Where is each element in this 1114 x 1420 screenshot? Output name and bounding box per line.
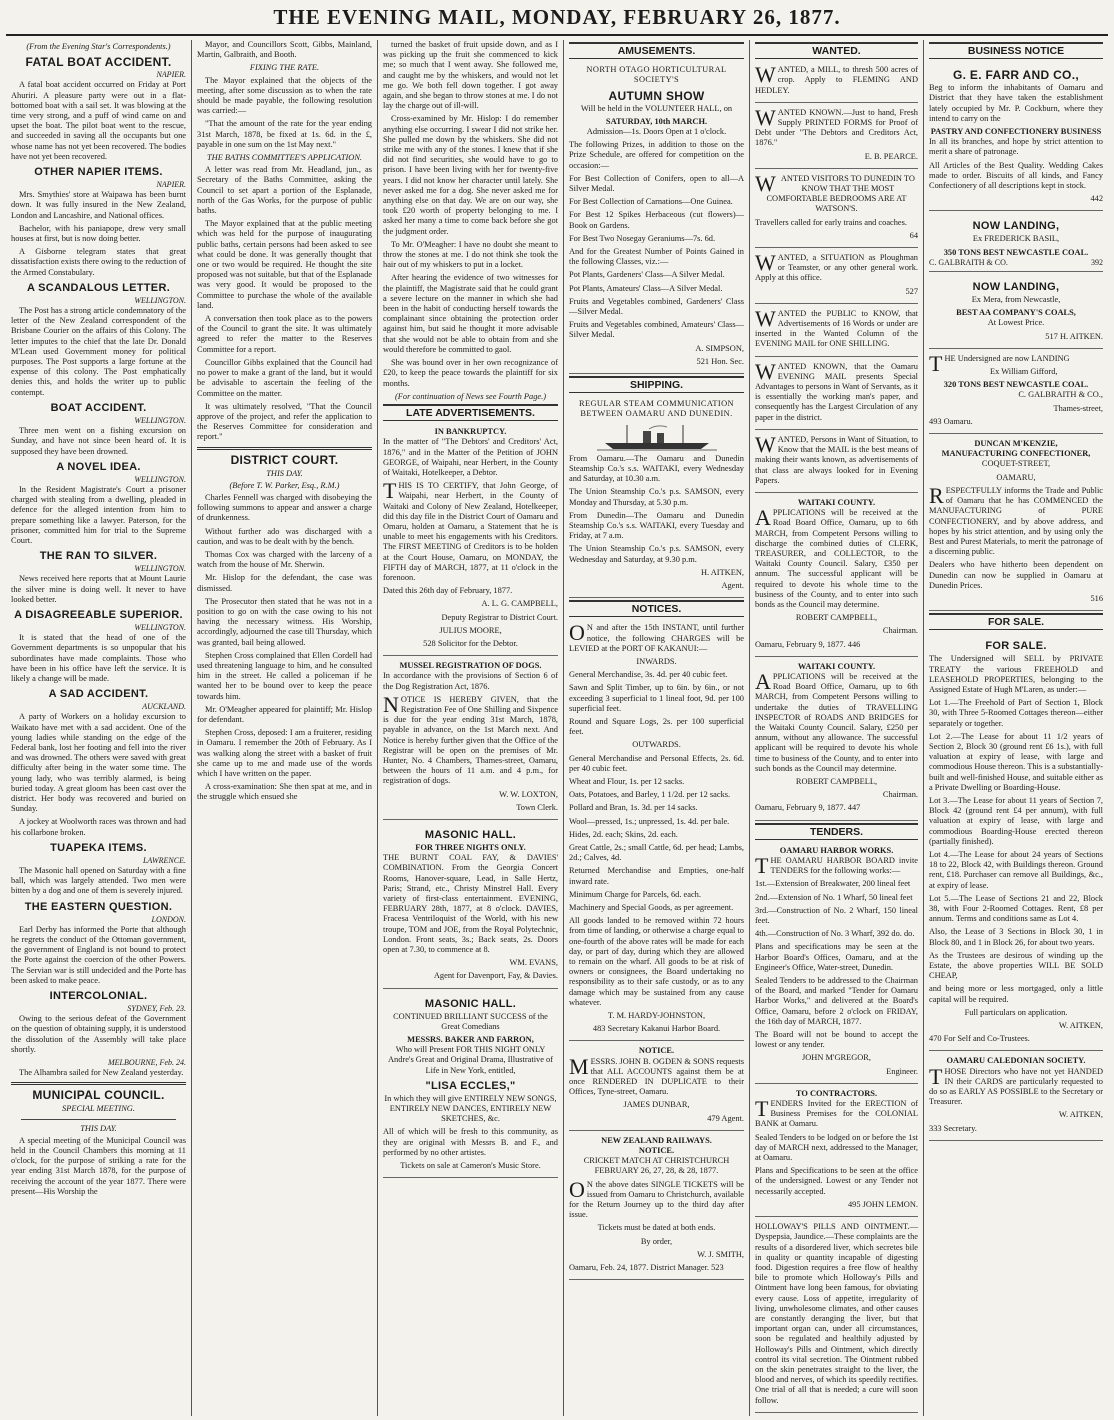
mckenzie-body: RESPECTFULLY informs the Trade and Public of Oamaru that he has COMMENCED the MANUFACTURING of PURE CONFECTIONERY, and by above address, and hopes by his strict attention, and by using only the Best and Purest Materials, to merit the patronage of a discerning public. (929, 482, 1103, 557)
kakanui-body-3: Sawn and Split Timber, up to 6in. by 6in., or not exceeding 3 superficial to 1 lineal foot, 9d. per 100 superficial feet. (569, 683, 744, 713)
for-sale-head: FOR SALE. (985, 640, 1047, 653)
bankruptcy-body-2: THIS IS TO CERTIFY, that John George, of Waipahi, near Herbert, in the County of Waitaki and Colony of New Zealand, Hotelkeeper, did this day file in the District Court of Oamaru and Omaru, holden at Oamaru, a Statement that he is unable to meet his engagements with his Creditors. The FIRST MEETING of Creditors is to be holden at the Court House, Oamaru, on MONDAY, the FIFTH day of MARCH, 1877, at 11 o'clock in the forenoon. (383, 478, 558, 582)
masonic-hall-sub-2: CONTINUED BRILLIANT SUCCESS of the Great Comedians (393, 1011, 548, 1031)
business-notice-heading: BUSINESS NOTICE (929, 42, 1103, 59)
waitaki-date-2: Oamaru, February 9, 1877. 447 (755, 803, 861, 813)
landing-street-3: Thames-street, (1053, 403, 1103, 413)
landing-ad-3 (929, 351, 1103, 434)
masonic-hall-heading-1: MASONIC HALL. (424, 829, 517, 842)
wanted-text-7: WANTED, Persons in Want of Situation, to Know that the MAIL is the best means of making their wants known, as advertisements of that class are always looked for in Evening Papers. (755, 431, 918, 485)
waitaki-clerk-ad (755, 495, 918, 657)
railways-notice-label: NOTICE. (638, 1146, 675, 1156)
shipping-body-4: The Union Steamship Co.'s p.s. SAMSON, every Wednesday and Saturday, at 9.30 p.m. (569, 544, 744, 564)
kakanui-body-13: Minimum Charge for Parcels, 6d. each. (569, 889, 701, 899)
lot-4: Lot 4.—The Lease for about 24 years of Sections 18 to 22, Block 42, with Buildings thereon. Ground rent, £18. Purchaser can remove all Buildings, &c., at expiry of lease. (929, 849, 1103, 890)
horticultural-date: SATURDAY, 10th MARCH. (605, 116, 708, 126)
boat-accident-body: Three men went on a fishing excursion on Sunday, and have not since been heard of. It is supposed they have been drowned. (11, 426, 186, 456)
district-court-judge: (Before T. W. Parker, Esq., R.M.) (229, 480, 340, 490)
kakanui-body-7: Oats, Potatoes, and Barley, 1 1/2d. per 12 sacks. (569, 790, 731, 800)
wanted-ad-7 (755, 432, 918, 493)
horticultural-body-4: For Best 12 Spikes Herbaceous (cut flowers)—Book on Gardens. (569, 210, 744, 230)
wanted-signature-2: E. B. PEARCE. (864, 151, 918, 161)
shipping-ad (569, 396, 744, 598)
shipping-heading: SHIPPING. (569, 376, 744, 393)
landing-heading-1: NOW LANDING, (972, 220, 1060, 233)
eastern-body: Earl Derby has informed the Porte that although he regrets the conduct of the Ottoman government, the government of England is not bound to protect the Porte against the coercion of the other Powers. The Servian war is still undecided and the Porte has been asked to make peace. (11, 924, 186, 985)
dog-registration-ad (383, 658, 558, 820)
caledonian-signature: W. AITKEN, (1058, 1110, 1103, 1120)
waitaki-date-1: Oamaru, February 9, 1877. 446 (755, 639, 861, 649)
wanted-ad-4 (755, 250, 918, 304)
intercolonial-heading: INTERCOLONIAL. (49, 990, 148, 1003)
lot-5: Lot 5.—The Lease of Sections 21 and 22, Block 38, with Four 2-Roomed Cottages. Rent, £8 per annum. Terms and conditions same as Lot 4. (929, 893, 1103, 924)
wanted-ad-6 (755, 359, 918, 430)
wanted-ad-1 (755, 62, 918, 103)
for-sale-body-2: As the Trustees are desirous of winding up the Estate, the above properties WILL BE SOLD CHEAP, (929, 950, 1103, 981)
court-continued-5: She was bound over in her own recognizance of £20, to keep the peace towards the plaintiff for six months. (383, 358, 558, 388)
railways-body-2: Tickets must be dated at both ends. (597, 1223, 716, 1233)
court-body-8: Stephen Cross, deposed: I am a fruiterer, residing in Oamaru. I remember the 20th of February. As I was walking along the street with a basket of fruit she came up to me and made use of the words which I have written on the paper. (197, 728, 372, 778)
masonic-hall-ad-2 (383, 991, 558, 1179)
horticultural-body-3: For Best Collection of Carnations—One Guinea. (569, 197, 733, 207)
wanted-text-5: WANTED the PUBLIC to KNOW, that Advertisements of 16 Words or under are inserted in the Wanted Column of the EVENING MAIL for ONE SHILLING. (755, 305, 918, 349)
horticultural-signature: A. SIMPSON, (695, 343, 744, 353)
mckenzie-town: OAMARU, (996, 472, 1036, 482)
kakanui-body-15: All goods landed to be removed within 72 hours from time of landing, or otherwise a charge equal to one-fourth of the above rates will be made for each day, or part of day, during which they are allowed to remain on the wharf. All goods to be at risk of owners or consignees, the Board undertaking no responsibility as to their safe custody, or as to any damage which may be sustained from any cause whatever. (569, 916, 744, 1007)
silver-heading: THE RAN TO SILVER. (39, 550, 158, 563)
kakanui-body-4: Round and Square Logs, 2s. per 100 superficial feet. (569, 716, 744, 737)
silver-place: WELLINGTON. (134, 564, 186, 574)
harbor-item-3: 3rd.—Construction of No. 2 Wharf, 150 lineal feet. (755, 905, 918, 926)
baths-body-2: The Mayor explained that at the public meeting which was held for the purpose of inaugurating public baths, certain persons had been asked to see what could be done. It was generally thought that one or two would be required. He thought the site proposed was not suitable, but that of the Esplanade was very good. It would be proposed to the Committee to purchase the whole of the available land. (197, 219, 372, 310)
boat-accident-place: WELLINGTON. (134, 415, 186, 425)
railways-body: ON the above dates SINGLE TICKETS will be issued from Oamaru to Christchurch, available for the Return Journey up to the third day after issue. (569, 1176, 744, 1220)
harbor-signature: JOHN M'GREGOR, (802, 1053, 871, 1063)
horticultural-where: Will be held in the VOLUNTEER HALL, on (580, 103, 733, 113)
landing-signature-row-1 (929, 258, 1103, 268)
harbor-signature-2: Engineer. (886, 1066, 918, 1076)
waitaki-signature-2: ROBERT CAMPBELL, (795, 776, 878, 786)
landing-heading-2: NOW LANDING, (972, 281, 1060, 294)
novel-idea-body: In the Resident Magistrate's Court a prisoner charged with stealing from a dwelling, pleaded in defence for the alleged intention from him to prepare something like a lawyer. Paterson, for the prisoner, committed him for trial to the Supreme Court. (11, 484, 186, 545)
contractors-body-2: Sealed Tenders to be lodged on or before the 1st day of MARCH next, addressed to the Manager, at Oamaru. (755, 1132, 918, 1163)
inwards-label: INWARDS. (636, 656, 677, 666)
amusements-heading: AMUSEMENTS. (569, 42, 744, 59)
bankruptcy-ref-2: 528 Solicitor for the Debtor. (423, 638, 518, 648)
kakanui-signature: T. M. HARDY-JOHNSTON, (607, 1011, 706, 1021)
kakanui-body-8: Pollard and Bran, 1s. 3d. per 14 sacks. (569, 803, 698, 813)
dog-notice-body: NOTICE IS HEREBY GIVEN, that the Registration Fee of One Shilling and Sixpence is due for the year ending 31st March, 1878, payable in advance, on the 1st March next. And Notice is hereby further given that the Office of the Registrar will be open on the premises of Mr. Hunter, No. 4 Chambers, Thames-street, Oamaru, between the hours of 11 a.m. and 4 p.m., for registration of dogs. (383, 691, 558, 786)
landing-ship-3: Ex William Gifford, (989, 367, 1058, 377)
ogden-signature: JAMES DUNBAR, (623, 1100, 690, 1110)
column-6 (924, 40, 1108, 1416)
horticultural-body-5: For Best Two Nosegay Geraniums—7s. 6d. (569, 233, 716, 243)
masonic-hall-signature-1: WM. EVANS, (509, 958, 558, 968)
shipping-body-2: The Union Steamship Co.'s p.s. SAMSON, every Monday and Thursday, at 5.30 p.m. (569, 487, 744, 507)
ogden-heading: NOTICE. (638, 1046, 675, 1056)
wanted-text-2: WANTED KNOWN.—Just to hand, Fresh Supply PRINTED FORMS for Proof of Debt under "The Debtors and Creditors Act, 1876." (755, 104, 918, 148)
napier-body-1: Mrs. Smythies' store at Waipawa has been burnt down. It was fully insured in the New Zealand, London and Lancashire, and National offices. (11, 190, 186, 220)
shipping-signature-2: Agent. (721, 580, 744, 590)
for-sale-heading: FOR SALE. (929, 613, 1103, 630)
council-day: THIS DAY. (80, 1123, 117, 1133)
correspondents-line: (From the Evening Star's Correspondents.) (26, 42, 171, 51)
intercolonial-place: SYDNEY, Feb. 23. (127, 1004, 186, 1014)
waitaki-heading-2: WAITAKI COUNTY. (797, 661, 876, 671)
napier-place: NAPIER. (156, 180, 186, 190)
landing-price-2: At Lowest Price. (987, 318, 1045, 328)
farr-number: 442 (1090, 194, 1103, 204)
masonic-hall-heading-2: MASONIC HALL. (424, 997, 517, 1010)
contractors-signature: 495 JOHN LEMON. (847, 1199, 918, 1209)
kakanui-body-1: ON and after the 15th INSTANT, until further notice, the following CHARGES will be LEVIED at the PORT OF KAKANUI:— (569, 620, 744, 653)
baths-body-4: Councillor Gibbs explained that the Council had no power to make a grant of the land, but it would be advisable to ascertain the feeling of the Committee on the matter. (197, 357, 372, 398)
landing-signature-1: C. GALBRAITH & CO. (929, 257, 1008, 267)
dog-notice-signature-2: Town Clerk. (516, 802, 558, 812)
baths-body-5: It was ultimately resolved, "That the Council approve of the project, and refer the application to the Reserves Committee for consideration and report." (197, 401, 372, 442)
horticultural-body-2: For Best Collection of Conifers, open to all—A Silver Medal. (569, 173, 744, 194)
shipping-body-3: From Dunedin—The Oamaru and Dunedin Steamship Co.'s s.s. WAITAKI, every Tuesday and Friday, at 7 a.m. (569, 510, 744, 541)
harbor-heading: OAMARU HARBOR WORKS. (779, 845, 894, 855)
fatal-boat-body: A fatal boat accident occurred on Friday at Port Ahuriri. A pleasure party were out in a flat-bottomed boat with a sail set. It was blowing at the time very strong, and a puff of wind came on and upset the boat. The pilot boat went to the rescue, and succeeded in saving all the occupants but one whose name has not yet been recovered. The bodies have not yet been recovered. (11, 80, 186, 161)
intercolonial-place-2: MELBOURNE, Feb. 24. (108, 1058, 186, 1068)
napier-body-2: Bachelor, with his paniapope, drew very small houses at first, but is now doing better. (11, 223, 186, 244)
railways-signature: W. J. SMITH, (697, 1249, 744, 1259)
fatal-boat-heading: FATAL BOAT ACCIDENT. (25, 55, 172, 70)
napier-body-3: A Gisborne telegram states that great dissatisfaction exists there owing to the reduction of the Armed Constabulary. (11, 247, 186, 277)
horticultural-body-10: Fruits and Vegetables combined, Amateurs' Class—Silver Medal. (569, 320, 744, 340)
masonic-hall-body-4: All of which will be fresh to this community, as they are original with Messrs B. and F., and performed by no other artistes. (383, 1127, 558, 1157)
tenders-heading: TENDERS. (755, 823, 918, 840)
divider (197, 447, 372, 450)
district-court-sub: THIS DAY. (266, 468, 303, 478)
caledonian-signature-2: 333 Secretary. (929, 1123, 977, 1133)
horticultural-body-1: The following Prizes, in addition to those on the Prize Schedule, are offered for competition on the occasion:— (569, 140, 744, 170)
ogden-signature-2: 479 Agent. (707, 1113, 744, 1123)
column-1 (6, 40, 192, 1416)
contractors-body: TENDERS Invited for the ERECTION of Business Premises for the COLONIAL BANK at Oamaru. (755, 1096, 918, 1129)
court-body-4: Mr. Hislop for the defendant, the case was dismissed. (197, 573, 372, 593)
railways-signature-2: Oamaru, Feb. 24, 1877. District Manager. 523 (569, 1263, 724, 1273)
scandal-heading: A SCANDALOUS LETTER. (26, 281, 171, 294)
court-body-1: Charles Fennell was charged with disobeying the following summons to appear and answer a charge of drunkenness. (197, 492, 372, 523)
shipping-signature: H. AITKEN, (700, 567, 744, 577)
bankruptcy-heading: IN BANKRUPTCY. (434, 427, 507, 437)
for-sale-signature: W. AITKEN, (1058, 1021, 1103, 1031)
council-heading: MUNICIPAL COUNCIL. (32, 1088, 165, 1103)
court-continued-2: Cross-examined by Mr. Hislop: I do remember anything else occurring. I swear I did not strike her. She pulled me down by the whiskers. She did not strike me with any of the stones. I knew that if she did not find securities, she would have to go to prison. I have been living with her for twenty-five years. I did not know her character until lately. She never asked me for a dog. She never asked me for anything else on that day. We are on our way, she took £20 worth of property belonging to me. I asked her many a time to come back before she got the judgment order. (383, 114, 558, 236)
railways-head: CRICKET MATCH AT CHRISTCHURCH FEBRUARY 26, 27, 28, & 28, 1877. (583, 1156, 730, 1176)
masonic-hall-body-3: In which they will give ENTIRELY NEW SONGS, ENTIRELY NEW DANCES, ENTIRELY NEW SKETCHES, &c. (384, 1093, 557, 1124)
silver-body: News received here reports that at Mount Laurie the silver mine is doing well. It never to have looked better. (11, 574, 186, 604)
holloway-text: HOLLOWAY'S PILLS AND OINTMENT.—Dyspepsia, Jaundice.—These complaints are the results of a disordered liver, which secretes bile in quality or quantity incapable of digesting food. Digestion requires a free flow of healthy bile to promote which Holloway's Pills and Ointment have long been famous, for obviating every cause. Loss of appetite, irregularity of living, unwholesome climates, and other causes are constantly deranging the liver, but that important organ can, under all circumstances, soon be regulated and healthily adjusted by Holloway's Pills and Ointment, which directly control its vital secretion. The Ointment rubbed on the skin penetrates straight to the liver, the blood and nerves, of which its speedily rectifies. One trial of all that is needed; a cure will soon follow. (755, 1222, 918, 1405)
fixing-rate-heading: FIXING THE RATE. (249, 63, 320, 73)
waitaki-heading-1: WAITAKI COUNTY. (797, 497, 876, 507)
late-ads-heading: LATE ADVERTISEMENTS. (383, 404, 558, 421)
mckenzie-trade: MANUFACTURING CONFECTIONER, (941, 449, 1091, 459)
landing-cargo-3: 320 TONS BEST NEWCASTLE COAL. (943, 380, 1089, 390)
bankruptcy-signature: A. L. G. CAMPBELL, (481, 599, 558, 609)
masonic-hall-body-1: THE BURNT COAL FAY, & DAVIES' COMBINATION. From the Georgia Concert Rooms, Hanover-square, Lead, in Salle Hertz, Paris; Strand, etc., Christy Minstrel Hall. Every variety of first-class entertainment. EVENING, FEBRUARY 28th, 1877, at 8 o'clock. DAVIES, Fracesa Ventriloquist of the World, with his new troupe, TOM and JOE, from the Royal Polytechnic, London. Front seats, 3s.; Back seats, 2s. Doors open at 7.30, to commence at 8. (383, 853, 558, 955)
ogden-body: MESSRS. JOHN B. OGDEN & SONS requests that ALL ACCOUNTS against them be at once RENDERED IN DUPLICATE to their Offices, Tyne-street, Oamaru. (569, 1053, 744, 1097)
bankruptcy-ad (383, 424, 558, 656)
horticultural-title: NORTH OTAGO HORTICULTURAL SOCIETY'S (586, 65, 727, 85)
railways-order: By order, (640, 1236, 673, 1246)
scandal-body: The Post has a strong article condemnatory of the letter of the New Zealand correspondent of the Brisbane Courier on the affairs of this Colony. The letter imputes to the chief that the late Dr. Donald M'Lean used Government money for political purposes. The Post supports a large fortune at the expense of this colony. The Post emphatically denies this, and holds the writer up to public contempt. (11, 306, 186, 397)
farr-body-3: All Articles of the Best Quality. Wedding Cakes made to order. Biscuits of all kinds, and Fancy Confectionery of all descriptions kept in stock. (929, 160, 1103, 191)
farr-trade: PASTRY AND CONFECTIONERY BUSINESS (930, 127, 1102, 137)
horticultural-body-8: Pot Plants, Amateurs' Class—A Silver Medal. (569, 283, 723, 293)
dog-registration-body: In accordance with the provisions of Section 6 of the Dog Registration Act, 1876. (383, 671, 558, 691)
masonic-hall-sub-1: FOR THREE NIGHTS ONLY. (415, 843, 526, 853)
superior-heading: A DISAGREEABLE SUPERIOR. (14, 608, 183, 621)
horticultural-body-6: And for the Greatest Number of Points Gained in the following Classes, viz.:— (569, 247, 744, 267)
eastern-heading: THE EASTERN QUESTION. (24, 900, 173, 913)
court-body-7: Mr. O'Meagher appeared for plaintiff; Mr. Hislop for defendant. (197, 704, 372, 724)
harbor-body-4: The Board will not be bound to accept the lowest or any tender. (755, 1030, 918, 1050)
scandal-place: WELLINGTON. (134, 295, 186, 305)
harbor-body-2: Plans and specifications may be seen at the Harbor Board's Offices, Oamaru, and at the Engineer's Office, Water-street, Dunedin. (755, 942, 918, 972)
waitaki-inspector-ad (755, 659, 918, 821)
horticultural-admission: Admission—1s. Doors Open at 1 o'clock. (586, 127, 727, 137)
for-sale-signature-2: 470 For Self and Co-Trustees. (929, 1034, 1030, 1044)
court-body-3: Thomas Cox was charged with the larceny of a watch from the house of Mr. Sherwin. (197, 549, 372, 570)
landing-heading-3: THE Undersigned are now LANDING (929, 350, 1070, 376)
landing-signature-2: 517 H. AITKEN. (1045, 331, 1103, 341)
landing-ship-1: Ex FREDERICK BASIL, (972, 234, 1060, 244)
intercolonial-body: Owing to the serious defeat of the Government on the question of obtaining supply, it is understood the dissolution of the Assembly will take place shortly. (11, 1014, 186, 1054)
boat-accident-heading: BOAT ACCIDENT. (50, 401, 147, 414)
novel-idea-place: WELLINGTON. (134, 474, 186, 484)
outwards-label: OUTWARDS. (632, 740, 681, 750)
mckenzie-number: 516 (1090, 593, 1103, 603)
court-body-5: The Prosecutor then stated that he was not in a position to go on with the case owing to his not having the necessary witness. His Worship, accordingly, adjourned the case till Thursday, which was granted, bail being allowed. (197, 596, 372, 647)
sad-accident-body: A party of Workers on a holiday excursion to Waikato have met with a sad accident. One of the young ladies while standing on the edge of the Federal bank, lost her footing and fell into the river and was drowned. The others were saved with great difficulty after being in the water some time. The young lady, who was terribly alarmed, is being buried today. A great gloom has been cast over the district. Her body was recovered and buried on Sunday. (11, 712, 186, 814)
divider (21, 1119, 176, 1120)
steamship-icon (597, 423, 717, 451)
bankruptcy-body-1: In the matter of "The Debtors' and Creditors' Act, 1876," and in the Matter of the Petition of JOHN GEORGE, of Waipahi, near Herbert, in the County of Waitaki, Hotelkeeper, a Debtor. (383, 437, 558, 477)
column-2 (192, 40, 378, 1416)
landing-signature-3: C. GALBRAITH & CO., (1018, 390, 1103, 400)
sad-accident-heading: A SAD ACCIDENT. (48, 688, 149, 701)
intercolonial-body-2: The Alhambra sailed for New Zealand yesterday. (19, 1068, 184, 1078)
for-sale-body-4: Full particulars on application. (964, 1007, 1068, 1017)
court-body-9: A cross-examination: She then spat at me, and in the struggle which ensued she (197, 782, 372, 802)
shipping-head: REGULAR STEAM COMMUNICATION BETWEEN OAMARU AND DUNEDIN. (578, 399, 735, 419)
for-sale-ad (929, 633, 1103, 1051)
for-sale-body: The Undersigned will SELL by PRIVATE TREATY the various FREEHOLD and LEASEHOLD PROPERTIES, belonging to the Assigned Estate of Hugh M'Laren, as under:— (929, 654, 1103, 694)
wanted-text-1: WANTED, a MILL, to thresh 500 acres of crop. Apply to FLEMING AND HEDLEY. (755, 62, 918, 95)
tuapeka-place: LAWRENCE. (142, 855, 186, 865)
divider (11, 1082, 186, 1085)
council-sub: SPECIAL MEETING. (62, 1104, 135, 1114)
landing-ad-1 (929, 213, 1103, 272)
wanted-ad-5 (755, 306, 918, 357)
horticultural-body-7: Pot Plants, Gardeners' Class—A Silver Medal. (569, 270, 725, 280)
eastern-place: LONDON. (151, 914, 186, 924)
horticultural-body-9: Fruits and Vegetables combined, Gardeners' Class—Silver Medal. (569, 296, 744, 317)
farr-ad (929, 62, 1103, 211)
harbor-body: THE OAMARU HARBOR BOARD invite TENDERS for the following works:— (755, 853, 918, 878)
waitaki-body-2: APPLICATIONS will be received at the Road Board Office, Oamaru, up to 6th MARCH, from Competent Persons willing to undertake the duties of TRAVELLING INSPECTOR of ROADS AND BRIDGES for the Waitaki County Council. Salary, £250 per annum, without any allowance. The successful applicant will be required to devote his whole time to business of the County, and to enter into such bonds as the Council may determine. (755, 668, 918, 773)
novel-idea-heading: A NOVEL IDEA. (56, 460, 141, 473)
kakanui-body-11: Great Cattle, 2s.; small Cattle, 6d. per head; Lambs, 2d.; Calves, 4d. (569, 842, 744, 863)
columns (6, 40, 1108, 1416)
continuation-note: (For continuation of News see Fourth Page.) (395, 391, 546, 401)
farr-heading: G. E. FARR AND CO., (953, 68, 1079, 83)
council-body: A special meeting of the Municipal Council was held in the Council Chambers this morning at 11 o'clock, for the purpose of striking a rate for the year ending 31st March 1878, for the purpose of receiving the account of the year 1877. There were present—His Worship the (11, 1135, 186, 1196)
landing-number-3: 493 Oamaru. (929, 416, 973, 426)
horticultural-show: AUTUMN SHOW (608, 88, 705, 103)
lot-2: Lot 2.—The Lease for about 11 1/2 years of Section 2, Block 30 (ground rent £6 1s.), with full valuation at expiry of lease, with large and commodious House thereon. This is a substantially-built and well-finished House, and suitable either as a Private Dwelling or Boarding-House. (929, 731, 1103, 792)
caledonian-body: THOSE Directors who have not yet HANDED IN their CARDS are particularly requested to do so as EARLY AS POSSIBLE to the Secretary or Treasurer. (929, 1063, 1103, 1107)
fixing-body-1: The Mayor explained that the objects of the meeting, after some discussion as to when the rate should be made payable, the following resolution was carried:— (197, 75, 372, 116)
masonic-hall-body-2: Who will Present FOR THIS NIGHT ONLY Andre's Great and Original Drama, Illustrative of Life in New York, entitled, (388, 1045, 553, 1075)
tuapeka-body: The Masonic hall opened on Saturday with a fine ball, which was largely attended. Two men were bitten by a dog and one of them is severely injured. (11, 866, 186, 896)
sad-accident-body-2: A jockey at Woolworth races was thrown and had his collarbone broken. (11, 817, 186, 837)
kakanui-body-2: General Merchandise, 3s. 4d. per 40 cubic feet. (569, 670, 728, 680)
kakanui-body-6: Wheat and Flour, 1s. per 12 sacks. (569, 776, 685, 786)
wanted-body-3: Travellers called for early trains and coaches. (755, 217, 908, 227)
notices-heading: NOTICES. (569, 600, 744, 617)
holloway-ad (755, 1219, 918, 1413)
mckenzie-name: DUNCAN M'KENZIE, (974, 439, 1058, 449)
landing-ship-2: Ex Mera, from Newcastle, (971, 295, 1061, 305)
wanted-text-3: WANTED VISITORS TO DUNEDIN TO KNOW THAT THE MOST COMFORTABLE BEDROOMS ARE AT WATSON'S. (755, 170, 915, 214)
masonic-hall-play: "LISA ECCLES," (425, 1079, 516, 1092)
wanted-text-4: WANTED, a SITUATION as Ploughman or Teamster, or any other general work. Apply at this office. (755, 250, 918, 283)
farr-body: Beg to inform the inhabitants of Oamaru and District that they have taken the establishment lately occupied by Mr. P. Cockburn, where they intend to carry on the (929, 83, 1103, 123)
landing-cargo-2: BEST AA COMPANY'S COALS, (956, 308, 1076, 318)
masthead: THE EVENING MAIL, MONDAY, FEBRUARY 26, 1877. (6, 4, 1108, 36)
napier-heading: OTHER NAPIER ITEMS. (34, 166, 163, 179)
horticultural-signature-2: 521 Hon. Sec. (696, 356, 744, 366)
bankruptcy-signature-title: Deputy Registrar to District Court. (441, 612, 558, 622)
mckenzie-ad (929, 436, 1103, 611)
column-4 (564, 40, 750, 1416)
mckenzie-street: COQUET-STREET, (981, 459, 1051, 469)
kakanui-body-14: Machinery and Special Goods, as per agreement. (569, 903, 734, 912)
landing-cargo-1: 350 TONS BEST NEWCASTLE COAL. (943, 247, 1089, 257)
bankruptcy-date: Dated this 26th day of February, 1877. (383, 586, 513, 596)
lot-3: Lot 3.—The Lease for about 11 years of Section 7, Block 42 (ground rent £4 per annum), with full valuation at expiry of lease, with large and commodious Boarding-House erected thereon (partially finished). (929, 795, 1103, 846)
court-continued-1: turned the basket of fruit upside down, and as I was picking up the fruit she commenced to kick me; so much that I went away. She followed me, and caught me by the whiskers, and would not let me go. We both fell down together. I got away again, and she began to throw stones at me. I do not lay the charge out of ill-will. (383, 40, 558, 111)
masonic-hall-names: MESSRS. BAKER AND FARRON, (407, 1035, 534, 1045)
harbor-item-2: 2nd.—Extension of No. 1 Wharf, 50 lineal feet (755, 892, 913, 902)
district-court-heading: DISTRICT COURT. (230, 452, 339, 467)
kakanui-body-10: Hides, 2d. each; Skins, 2d. each. (569, 829, 678, 839)
masonic-hall-tickets: Tickets on sale at Cameron's Music Store. (400, 1161, 541, 1171)
wanted-number-3: 64 (909, 230, 918, 240)
kakanui-body-12: Returned Merchandise and Empties, one-half inward rate. (569, 866, 744, 886)
mckenzie-body-2: Dealers who have hitherto been dependent on Dunedin can now be supplied in Oamaru at Dunedin Prices. (929, 560, 1103, 590)
wanted-number-4: 527 (905, 286, 918, 296)
for-sale-body-3: and being more or less mortgaged, only a little capital will be required. (929, 984, 1103, 1004)
shipping-body-1: From Oamaru.—The Oamaru and Dunedin Steamship Co.'s s.s. WAITAKI, every Wednesday and Saturday, at 10.30 a.m. (569, 453, 744, 484)
superior-place: WELLINGTON. (134, 622, 186, 632)
contractors-ad (755, 1086, 918, 1217)
court-body-6: Stephen Cross complained that Ellen Cordell had used threatening language to him, and he consulted him in the street. He called a policeman if he wanted her to be bound over to keep the peace towards him. (197, 650, 372, 701)
harbor-item-1: 1st.—Extension of Breakwater, 200 lineal feet (755, 879, 911, 889)
wanted-text-6: WANTED KNOWN, that the Oamaru EVENING MAIL presents Special Advantages to persons in Want of Servants, as it is essentially the working man's paper, and consequently has the Largest Circulation of any paper in the district. (755, 358, 918, 422)
lot-1: Lot 1.—The Freehold of Part of Section 1, Block 30, with Three 5-Roomed Cottages thereon—either separately or together. (929, 698, 1103, 728)
harbor-body-3: Sealed Tenders to be addressed to the Chairman of the Board, and marked "Tender for Oamaru Harbor Works," and delivered at the Board's Office, Oamaru, before 2 o'clock on FRIDAY, the 16th day of MARCH, 1877. (755, 976, 918, 1026)
fixing-body-2: "That the amount of the rate for the year ending 31st March, 1878, be fixed at 1s. 6d. in the £, payable in one sum on the 1st May next." (197, 119, 372, 149)
baths-body-1: A letter was read from Mr. Headland, jun., as Secretary of the Baths Committee, asking the Council to set apart a portion of the Esplanade, north of the Gas Works, for the purpose of public baths. (197, 165, 372, 216)
contractors-body-3: Plans and Specifications to be seen at the office of the undersigned. Lowest or any Tender not necessarily accepted. (755, 1166, 918, 1196)
tuapeka-heading: TUAPEKA ITEMS. (50, 841, 147, 854)
kakanui-notice (569, 620, 744, 1041)
lot-6: Also, the Lease of 3 Sections in Block 30, 1 in Block 80, and 1 in Block 26, for about two years. (929, 927, 1103, 947)
waitaki-signature-1: ROBERT CAMPBELL, (795, 613, 878, 623)
kakanui-body-9: Wool—pressed, 1s.; unpressed, 1s. 4d. per bale. (569, 816, 730, 826)
baths-body-3: A conversation then took place as to the powers of the Council to grant the site. It was ultimately agreed to refer the matter to the Reserves Committee for a report. (197, 314, 372, 354)
horticultural-ad (569, 62, 744, 374)
court-continued-3: To Mr. O'Meagher: I have no doubt she meant to throw the stones at me. I do not think she took the hair out of my whiskers to put in a locket. (383, 239, 558, 270)
waitaki-body-1: APPLICATIONS will be received at the Road Board Office, Oamaru, up to 6th MARCH, from Competent Persons willing to discharge the combined duties of CLERK, TREASURER, and COLLECTOR, to the Waitaki County Council. Salary, £350 per annum. The successful applicant will be required to devote his whole time to the business of the County, and to enter into such bonds as the Council may determine. (755, 505, 918, 609)
kakanui-signature-2: 483 Secretary Kakanui Harbor Board. (592, 1024, 721, 1034)
sad-accident-place: AUCKLAND. (142, 702, 186, 712)
ogden-notice (569, 1043, 744, 1130)
wanted-ad-3 (755, 171, 918, 248)
court-continued-4: After hearing the evidence of two witnesses for the plaintiff, the Magistrate said that he could grant a severe lecture on the manner in which she had been in the habit of conducting herself towards the complainant since obtaining the protection order against him, but said he thought it more advisable that she would not be able to obtain from and she would therefore be committed to gaol. (383, 273, 558, 354)
dog-notice-signature: W. W. LOXTON, (499, 789, 558, 799)
court-body-2: Without further ado was discharged with a caution, and was to be dealt with by the bench. (197, 526, 372, 546)
railways-notice (569, 1133, 744, 1280)
waitaki-signature-2b: Chairman. (882, 790, 918, 800)
masonic-hall-signature-1b: Agent for Davenport, Fay, & Davies. (433, 971, 558, 981)
column-5 (750, 40, 924, 1416)
masonic-hall-ad-1 (383, 822, 558, 989)
column-3 (378, 40, 564, 1416)
fatal-boat-place: NAPIER. (156, 70, 186, 80)
wanted-heading: WANTED. (755, 42, 918, 59)
railways-heading: NEW ZEALAND RAILWAYS. (601, 1135, 712, 1145)
waitaki-signature-1b: Chairman. (882, 626, 918, 636)
wanted-ad-2 (755, 105, 918, 169)
steamship-illustration (569, 423, 744, 451)
landing-ad-2 (929, 274, 1103, 349)
farr-body-2: In all its branches, and hope by strict attention to merit a share of patronage. (929, 137, 1103, 157)
landing-number-1: 392 (1091, 257, 1103, 267)
caledonian-heading: OAMARU CALEDONIAN SOCIETY. (946, 1056, 1086, 1066)
harbor-item-4: 4th.—Construction of No. 3 Wharf, 392 do. do. (755, 929, 915, 939)
contractors-heading: TO CONTRACTORS. (795, 1088, 878, 1098)
baths-heading: THE BATHS COMMITTEE'S APPLICATION. (206, 153, 363, 163)
bankruptcy-ref: JULIUS MOORE, (439, 625, 502, 635)
dog-registration-heading: MUSSEL REGISTRATION OF DOGS. (399, 661, 542, 671)
caledonian-ad (929, 1053, 1103, 1140)
superior-body: It is stated that the head of one of the Government departments is so unpopular that his subordinates have made complaints. Those who have been in his office have left the service. It is likely a change will be made. (11, 633, 186, 683)
kakanui-body-5: General Merchandise and Personal Effects, 2s. 6d. per 40 cubic feet. (569, 753, 744, 773)
harbor-works-ad (755, 843, 918, 1084)
council-continued: Mayor, and Councillors Scott, Gibbs, Mainland, Martin, Galbraith, and Booth. (197, 40, 372, 60)
